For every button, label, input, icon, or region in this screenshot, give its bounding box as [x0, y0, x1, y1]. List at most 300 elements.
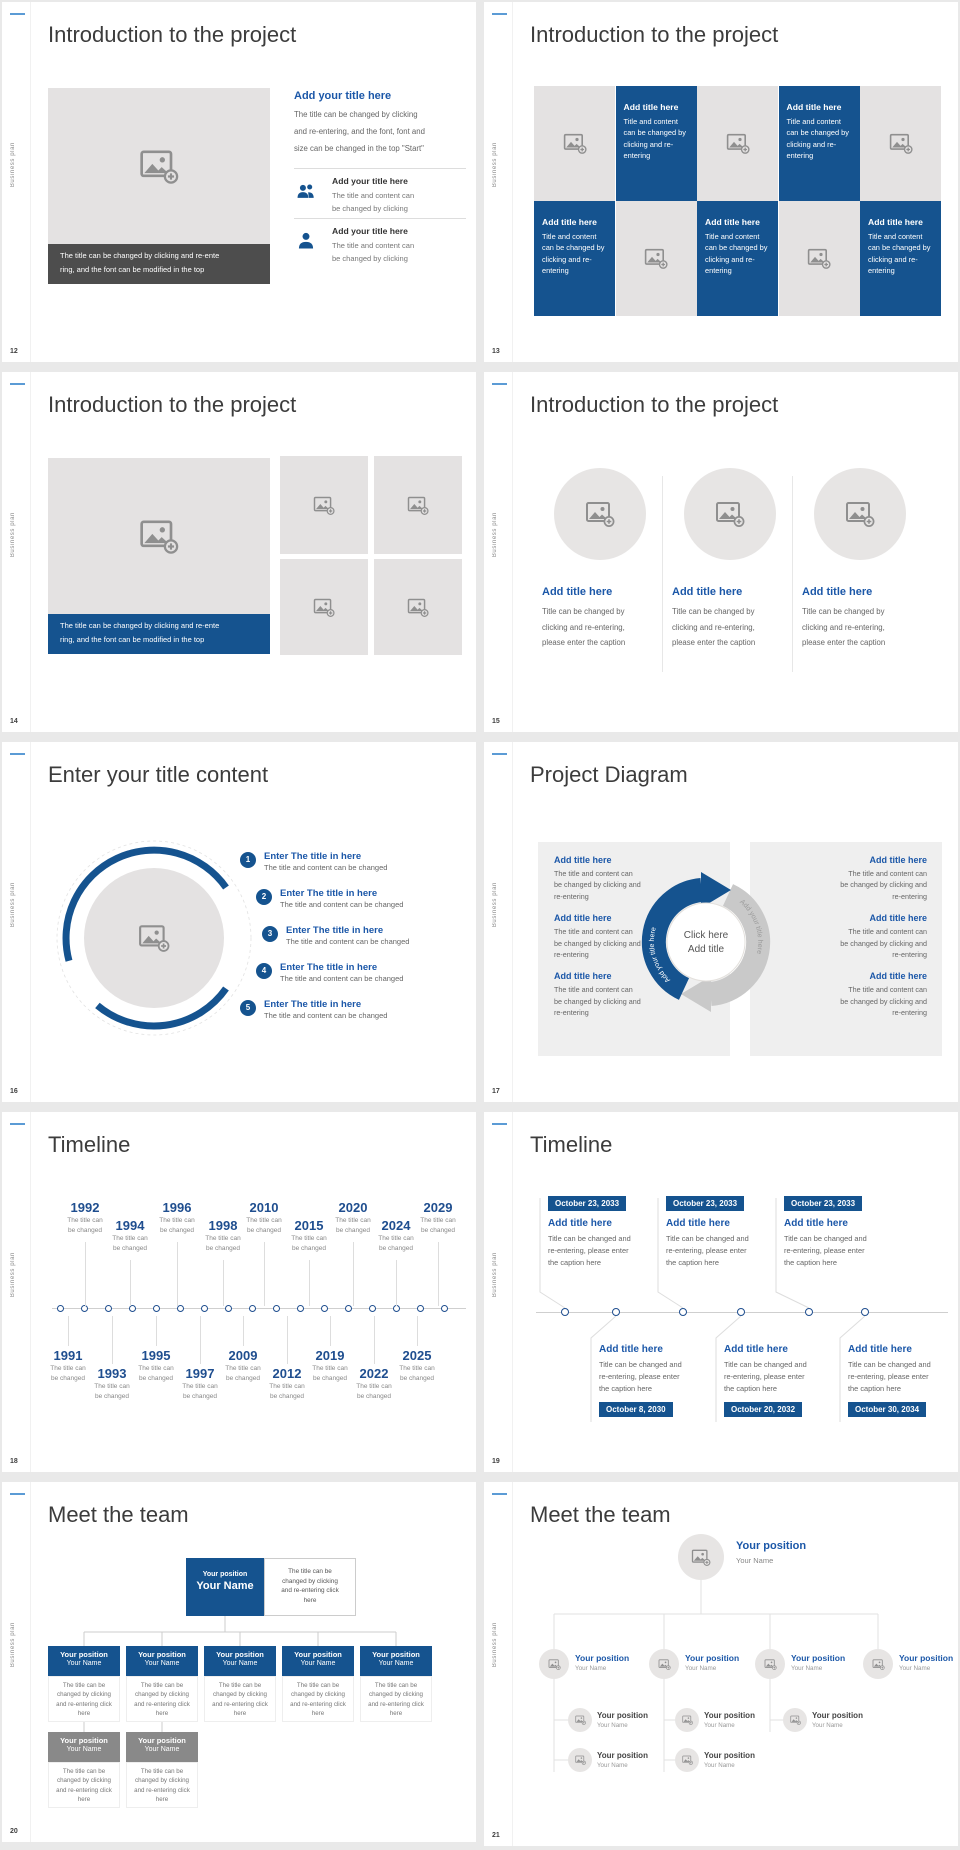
year-note-line: The title can: [399, 1365, 435, 1372]
image-placeholder-icon: [313, 598, 335, 617]
callout-title: Add title here: [724, 1344, 788, 1355]
org-node-note: [360, 1676, 432, 1722]
tile-title: Add title here: [786, 102, 842, 112]
year-note: [257, 1382, 317, 1402]
item-body-line: be changed by clicking: [332, 204, 408, 214]
timeline-dot: [297, 1305, 304, 1312]
node-name: Your Name: [899, 1665, 931, 1672]
slide-title: Project Diagram: [530, 762, 688, 787]
node-position: Your position: [216, 1650, 264, 1659]
org-root-note-line: and re-entering click: [281, 1587, 339, 1595]
image-placeholder-icon: [139, 149, 179, 184]
org-node-note-line: changed by clicking: [134, 1691, 189, 1699]
slide-title: Enter your title content: [48, 762, 269, 787]
year-label: 1991: [53, 1348, 83, 1363]
year-connector: [353, 1242, 354, 1306]
date-badge: October 23, 2033: [666, 1196, 744, 1211]
year-label: 1998: [208, 1218, 238, 1233]
callout-body: [848, 1359, 931, 1395]
year-note-line: The title can: [356, 1383, 392, 1390]
image-placeholder-icon: [715, 501, 745, 527]
year-note-line: The title can: [182, 1383, 218, 1390]
org-node-note-line: and re-entering click: [290, 1700, 346, 1708]
callout-body-line: the caption here: [666, 1257, 720, 1267]
year-label: 1995: [141, 1348, 171, 1363]
people-icon: [296, 181, 318, 203]
org-node: [360, 1646, 432, 1676]
step-body: The title and content can be changed: [264, 1011, 388, 1020]
org-node-note-line: here: [233, 1709, 247, 1717]
year-label: 1997: [185, 1366, 215, 1381]
tile-title: Add title here: [868, 217, 923, 227]
slide-side-label: Business plan: [492, 142, 498, 188]
year-note-line: The title can: [138, 1365, 174, 1372]
year-connector: [68, 1316, 69, 1346]
slide-margin-divider: [30, 372, 31, 732]
cycle-center-label: [666, 929, 746, 956]
image-placeholder-circle: [554, 468, 646, 560]
node-position: Your position: [704, 1751, 755, 1760]
group-body-line: please enter the caption: [672, 638, 756, 648]
group-body-line: clicking and re-entering,: [542, 622, 625, 632]
entry-title: Add title here: [554, 971, 612, 982]
tile-body: Title and content can be changed by clicking and re-entering: [868, 232, 931, 276]
org-node-note-line: and re-entering click: [56, 1786, 112, 1794]
slide-margin-divider: [512, 742, 513, 1102]
slide-19-thumbnail[interactable]: [484, 1112, 958, 1472]
step-title: Enter The title in here: [264, 851, 362, 862]
group-body-line: Title can be changed by: [542, 607, 625, 616]
org-node-note-line: and re-entering click: [212, 1700, 268, 1708]
org-node-note: [282, 1676, 354, 1722]
callout-body: [724, 1359, 807, 1395]
year-note-line: be changed: [51, 1374, 85, 1382]
slide-margin-divider: [512, 372, 513, 732]
callout-body-line: re-entering, please enter: [848, 1371, 929, 1381]
org-node-note-line: here: [155, 1795, 169, 1803]
org-root-note: [264, 1558, 356, 1616]
item-body: [332, 189, 414, 215]
date-badge: October 30, 2034: [848, 1402, 926, 1417]
node-position: Your position: [294, 1650, 342, 1659]
year-label: 2019: [315, 1348, 345, 1363]
callout-title: Add title here: [666, 1218, 730, 1229]
text-tile: [616, 86, 697, 201]
org-root-note-line: here: [303, 1596, 317, 1604]
org-root-note-line: changed by clicking: [282, 1577, 338, 1585]
slide-accent-dash: [10, 13, 25, 15]
node-position: Your position: [60, 1650, 108, 1659]
slide-side-label: Business plan: [10, 1622, 16, 1668]
tile-title: Add title here: [542, 217, 597, 227]
slide-accent-dash: [492, 753, 507, 755]
entry-body: The title and content can be changed by clicking and re-entering: [840, 869, 927, 901]
year-note: [408, 1216, 468, 1236]
node-name: Your Name: [575, 1665, 607, 1672]
node-position: Your position: [202, 1571, 248, 1578]
node-position: Your position: [60, 1736, 108, 1745]
step-body: The title and content can be changed: [286, 937, 410, 946]
image-placeholder-icon: [682, 1755, 693, 1765]
year-note-line: The title can: [269, 1383, 305, 1390]
node-position: Your position: [736, 1540, 807, 1552]
image-placeholder-icon: [575, 1715, 586, 1725]
org-node-note-line: The title can be: [62, 1768, 106, 1775]
year-note: [279, 1234, 339, 1254]
callout-title: Add title here: [784, 1218, 848, 1229]
slide-number: 14: [10, 718, 18, 725]
org-node: [126, 1732, 198, 1762]
node-name: Your Name: [597, 1762, 628, 1769]
divider: [294, 218, 466, 219]
year-connector: [200, 1316, 201, 1364]
tile-body: Title and content can be changed by clicking and re-entering: [786, 117, 849, 161]
node-name: Your Name: [66, 1660, 102, 1667]
callout-body-line: re-entering, please enter: [666, 1245, 747, 1255]
timeline-dot: [561, 1308, 569, 1316]
node-position: Your position: [597, 1711, 648, 1720]
person-icon: [296, 231, 316, 251]
image-placeholder-icon: [691, 1549, 711, 1566]
step-number-badge: 4: [256, 963, 272, 979]
group-body: [802, 604, 885, 651]
date-badge: October 23, 2033: [548, 1196, 626, 1211]
year-connector: [223, 1260, 224, 1306]
node-name: Your Name: [685, 1665, 717, 1672]
year-label: 1993: [97, 1366, 127, 1381]
text-tile: [697, 201, 778, 316]
slide-side-label: Business plan: [10, 882, 16, 928]
image-placeholder: [697, 86, 778, 201]
year-note: [387, 1364, 447, 1384]
image-placeholder: [860, 86, 941, 201]
year-label: 2024: [381, 1218, 411, 1233]
node-name: Your Name: [791, 1665, 823, 1672]
image-placeholder: [779, 201, 860, 316]
node-position: Your position: [575, 1653, 630, 1663]
slide-17-thumbnail[interactable]: [484, 742, 958, 1102]
year-note: [344, 1382, 404, 1402]
date-badge: October 23, 2033: [784, 1196, 862, 1211]
year-note-line: be changed: [292, 1244, 326, 1252]
org-node-note-line: changed by clicking: [56, 1777, 111, 1785]
year-note-line: be changed: [421, 1226, 455, 1234]
image-placeholder: [280, 456, 368, 554]
section-heading: Add your title here: [294, 90, 392, 102]
image-placeholder-icon: [139, 519, 179, 554]
group-body-line: Title can be changed by: [802, 607, 885, 616]
image-placeholder-circle: [814, 468, 906, 560]
callout-body-line: Title can be changed and: [784, 1234, 867, 1243]
callout-body-line: Title can be changed and: [666, 1234, 749, 1243]
org-node-note: [204, 1676, 276, 1722]
org-node-note: [126, 1676, 198, 1722]
org-node-note-line: The title can be: [374, 1682, 418, 1689]
step-title: Enter The title in here: [264, 999, 362, 1010]
entry-title: Add title here: [869, 913, 927, 924]
timeline-dot: [417, 1305, 424, 1312]
node-name: Your Name: [222, 1660, 258, 1667]
callout-title: Add title here: [599, 1344, 663, 1355]
timeline-dot: [57, 1305, 64, 1312]
node-position: Your position: [138, 1736, 186, 1745]
callout-body: [666, 1233, 749, 1269]
image-placeholder-icon: [658, 1659, 671, 1670]
year-connector: [330, 1316, 331, 1346]
year-connector: [309, 1260, 310, 1306]
step-number-badge: 1: [240, 852, 256, 868]
step-title: Enter The title in here: [280, 888, 378, 899]
year-note-line: be changed: [113, 1244, 147, 1252]
year-note-line: The title can: [291, 1235, 327, 1242]
org-node-note-line: and re-entering click: [56, 1700, 112, 1708]
image-placeholder-icon: [644, 248, 668, 269]
callout-body-line: the caption here: [599, 1383, 653, 1393]
item-body-line: The title and content can: [332, 241, 415, 250]
org-node-note-line: changed by clicking: [56, 1691, 111, 1699]
year-connector: [85, 1242, 86, 1306]
group-body: [542, 604, 625, 651]
org-node-note-line: changed by clicking: [290, 1691, 345, 1699]
tile-title: Add title here: [705, 217, 760, 227]
image-placeholder-icon: [575, 1755, 586, 1765]
node-position: Your position: [685, 1653, 740, 1663]
slide-side-label: Business plan: [492, 1622, 498, 1668]
item-body-line: The title and content can: [332, 191, 415, 200]
group-divider: [792, 476, 793, 672]
year-note-line: be changed: [379, 1244, 413, 1252]
divider: [294, 168, 466, 169]
step-number-badge: 5: [240, 1000, 256, 1016]
slide-12-thumbnail[interactable]: [2, 2, 476, 362]
node-position: Your position: [138, 1650, 186, 1659]
slide-number: 12: [10, 348, 18, 355]
timeline-dot: [441, 1305, 448, 1312]
timeline-dot: [81, 1305, 88, 1312]
slide-title: Timeline: [48, 1132, 131, 1157]
callout-title: Add title here: [548, 1218, 612, 1229]
year-note-line: be changed: [247, 1226, 281, 1234]
year-connector: [374, 1316, 375, 1364]
callout-body-line: the caption here: [848, 1383, 902, 1393]
entry-title: Add title here: [554, 855, 612, 865]
slide-18-thumbnail[interactable]: [2, 1112, 476, 1472]
people-icon: [296, 181, 316, 201]
year-connector: [130, 1260, 131, 1306]
slide-16-thumbnail[interactable]: [2, 742, 476, 1102]
year-note-line: be changed: [270, 1392, 304, 1400]
timeline-dot: [861, 1308, 869, 1316]
callout-body-line: re-entering, please enter: [724, 1371, 805, 1381]
year-note-line: be changed: [183, 1392, 217, 1400]
org-node: [48, 1732, 120, 1762]
slide-side-label: Business plan: [492, 1252, 498, 1298]
year-label: 2020: [338, 1200, 368, 1215]
org-node-note-line: and re-entering click: [134, 1786, 190, 1794]
year-note-line: The title can: [67, 1217, 103, 1224]
callout-body: [599, 1359, 682, 1395]
step-title: Enter The title in here: [286, 925, 384, 936]
image-placeholder-icon: [563, 133, 587, 154]
callout-body-line: re-entering, please enter: [599, 1371, 680, 1381]
slide-title: Timeline: [530, 1132, 613, 1157]
year-label: 2025: [402, 1348, 432, 1363]
cycle-center-label-line: Click here: [683, 930, 729, 941]
slide-margin-divider: [512, 2, 513, 362]
slide-20-thumbnail[interactable]: [2, 1482, 476, 1842]
timeline-dot: [805, 1308, 813, 1316]
year-connector: [264, 1242, 265, 1306]
org-node-note-line: The title can be: [296, 1682, 340, 1689]
slide-side-label: Business plan: [10, 142, 16, 188]
node-position: Your position: [597, 1751, 648, 1760]
node-position: Your position: [372, 1650, 420, 1659]
org-sub-avatar: [568, 1708, 592, 1732]
entry-body: The title and content can be changed by clicking and re-entering: [840, 927, 927, 959]
image-placeholder: [374, 559, 462, 655]
year-label: 2012: [272, 1366, 302, 1381]
timeline-dot: [679, 1308, 687, 1316]
group-title: Add title here: [542, 586, 613, 598]
org-sub-avatar: [675, 1748, 699, 1772]
entry-body: The title and content can be changed by clicking and re-entering: [554, 985, 641, 1017]
org-node-note-line: changed by clicking: [212, 1691, 267, 1699]
entry-body: The title and content can be changed by clicking and re-entering: [840, 985, 927, 1017]
entry-title: Add title here: [869, 971, 927, 982]
org-node-note-line: changed by clicking: [134, 1777, 189, 1785]
image-placeholder-icon: [889, 133, 913, 154]
year-label: 2015: [294, 1218, 324, 1233]
slide-margin-divider: [30, 2, 31, 362]
slide-accent-dash: [492, 13, 507, 15]
slide-21-thumbnail[interactable]: [484, 1482, 958, 1846]
group-body-line: Title can be changed by: [672, 607, 755, 616]
image-placeholder-icon: [407, 496, 429, 515]
group-body: [672, 604, 755, 651]
slide-number: 19: [492, 1458, 500, 1465]
image-placeholder-icon: [872, 1659, 885, 1670]
image-placeholder-circle: [84, 868, 224, 1008]
tile-body: Title and content can be changed by clicking and re-entering: [705, 232, 768, 276]
image-placeholder-icon: [682, 1715, 693, 1725]
org-sub-avatar: [783, 1708, 807, 1732]
slide-15-thumbnail[interactable]: [484, 372, 958, 732]
org-node-note-line: The title can be: [140, 1682, 184, 1689]
timeline-dot: [153, 1305, 160, 1312]
svg-text:Add your title here: Add your title here: [738, 898, 764, 955]
image-placeholder-icon: [313, 496, 335, 515]
node-name: Your Name: [196, 1580, 254, 1592]
year-note: [170, 1382, 230, 1402]
callout-body-line: re-entering, please enter: [784, 1245, 865, 1255]
year-note-line: be changed: [95, 1392, 129, 1400]
year-connector: [396, 1260, 397, 1306]
slide-accent-dash: [10, 383, 25, 385]
image-placeholder: [280, 559, 368, 655]
org-node-note-line: here: [389, 1709, 403, 1717]
slide-number: 20: [10, 1828, 18, 1835]
year-label: 2010: [249, 1200, 279, 1215]
svg-text:Add your title here: Add your title here: [648, 926, 672, 984]
slide-margin-divider: [30, 1112, 31, 1472]
org-node: [126, 1646, 198, 1676]
callout-body-line: the caption here: [724, 1383, 778, 1393]
node-position: Your position: [704, 1711, 755, 1720]
timeline-dot: [321, 1305, 328, 1312]
text-tile: [779, 86, 860, 201]
org-branch-avatar: [539, 1649, 569, 1679]
entry-body: The title and content can be changed by clicking and re-entering: [554, 869, 641, 901]
section-body-line: size can be changed in the top "Start": [294, 143, 424, 153]
slide-number: 16: [10, 1088, 18, 1095]
year-note: [366, 1234, 426, 1254]
org-node-note: [126, 1762, 198, 1808]
org-branch-avatar: [649, 1649, 679, 1679]
item-body: [332, 239, 414, 265]
year-connector: [177, 1242, 178, 1306]
slide-title: Introduction to the project: [530, 22, 779, 47]
step-body: The title and content can be changed: [280, 900, 404, 909]
slide-number: 17: [492, 1088, 500, 1095]
text-tile: [860, 201, 941, 316]
year-note-line: The title can: [312, 1365, 348, 1372]
year-label: 1996: [162, 1200, 192, 1215]
org-root-note-line: The title can be: [288, 1568, 332, 1575]
image-placeholder: [534, 86, 615, 201]
slide-14-thumbnail[interactable]: [2, 372, 476, 732]
year-note-line: The title can: [50, 1365, 86, 1372]
node-name: Your Name: [704, 1722, 735, 1729]
image-placeholder-icon: [726, 133, 750, 154]
cycle-center-label-line: Add title: [687, 943, 725, 955]
image-placeholder: [374, 456, 462, 554]
image-placeholder-icon: [407, 598, 429, 617]
slide-number: 18: [10, 1458, 18, 1465]
org-node-note-line: and re-entering click: [368, 1700, 424, 1708]
slide-number: 21: [492, 1832, 500, 1839]
image-placeholder-icon: [790, 1715, 801, 1725]
node-name: Your Name: [300, 1660, 336, 1667]
image-placeholder-circle: [684, 468, 776, 560]
slide-13-thumbnail[interactable]: [484, 2, 958, 362]
person-icon: [296, 231, 318, 253]
org-node-note-line: The title can be: [140, 1768, 184, 1775]
date-badge: October 8, 2030: [599, 1402, 673, 1417]
connector-lines: [484, 1112, 958, 1472]
image-caption-line: The title can be changed by clicking and re-ente: [60, 251, 220, 260]
org-sub-avatar: [675, 1708, 699, 1732]
callout-body-line: Title can be changed and: [724, 1360, 807, 1369]
timeline-dot: [612, 1308, 620, 1316]
item-title: Add your title here: [332, 226, 408, 236]
item-title: Add your title here: [332, 176, 408, 186]
image-placeholder-icon: [548, 1659, 561, 1670]
text-tile: [534, 201, 615, 316]
org-node-note-line: here: [77, 1795, 91, 1803]
year-connector: [438, 1242, 439, 1306]
tile-body: Title and content can be changed by clicking and re-entering: [623, 117, 686, 161]
node-name: Your Name: [736, 1556, 774, 1565]
timeline-dot: [201, 1305, 208, 1312]
year-label: 2009: [228, 1348, 258, 1363]
org-branch-avatar: [755, 1649, 785, 1679]
org-branch-avatar: [863, 1649, 893, 1679]
year-note-line: be changed: [160, 1226, 194, 1234]
slide-accent-dash: [492, 383, 507, 385]
org-node-note-line: here: [311, 1709, 325, 1717]
callout-title: Add title here: [848, 1344, 912, 1355]
callout-body-line: Title can be changed and: [599, 1360, 682, 1369]
